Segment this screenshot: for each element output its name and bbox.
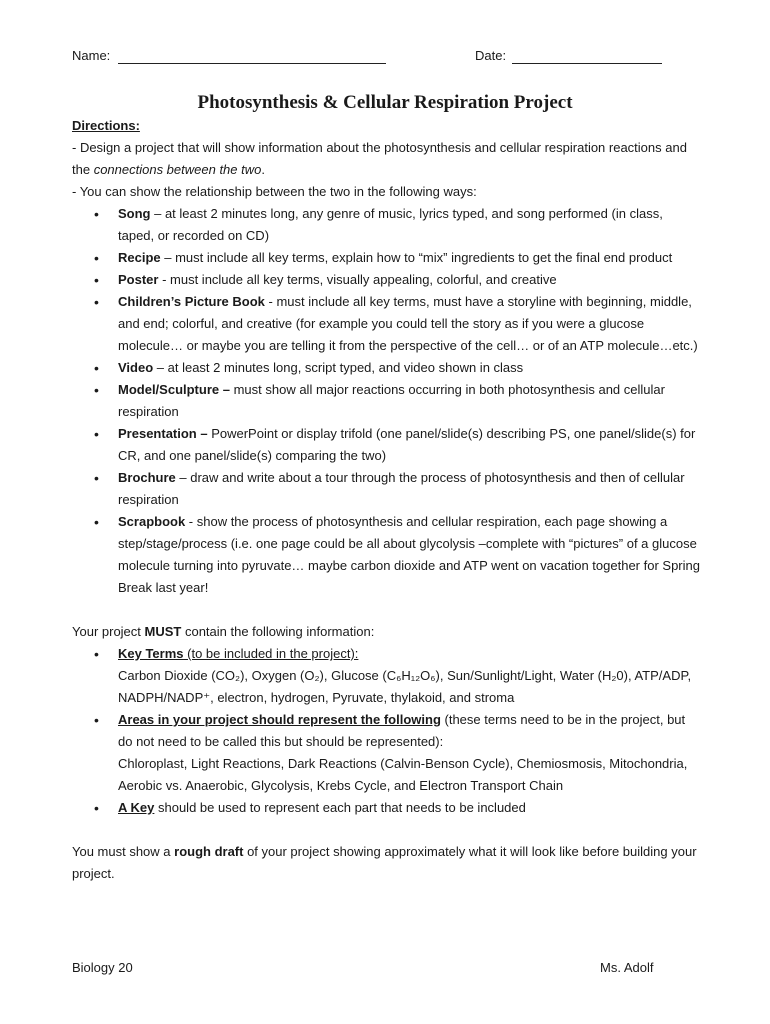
list-item-key: • A Key should be used to represent each part that needs to be included bbox=[94, 800, 526, 816]
list-item: • Children’s Picture Book - must include all key terms, must have a storyline with beginning, middle, and end; colorful, and creative (for example you could tell the story as if you were a glucose molecule… or maybe you are telling it from the perspective of the cell… or of an ATP molecule…etc.) bbox=[94, 294, 698, 353]
footer-course: Biology 20 bbox=[72, 960, 133, 975]
date-label: Date: bbox=[475, 48, 507, 63]
list-item: • Song – at least 2 minutes long, any genre of music, lyrics typed, and song performed (in class, taped, or recorded on CD) bbox=[94, 206, 663, 243]
list-item: • Scrapbook - show the process of photosynthesis and cellular respiration, each page showing a step/stage/process (i.e. one page could be all about glycolysis –complete with “pictures” of a glucose molecule turning into pyruvate… maybe carbon dioxide and ATP went on vacation together for Spring Break last year! bbox=[94, 514, 700, 595]
must-intro: Your project MUST contain the following information: bbox=[72, 624, 375, 639]
rough-draft-note: You must show a rough draft of your project showing approximately what it will look like before building your project. bbox=[72, 844, 697, 881]
date-blank bbox=[512, 63, 662, 64]
options-list bbox=[72, 203, 702, 599]
list-item: • Brochure – draw and write about a tour through the process of photosynthesis and then of cellular respiration bbox=[94, 470, 685, 507]
list-item: • Presentation – PowerPoint or display trifold (one panel/slide(s) describing PS, one panel/slide(s) for CR, and one panel/slide(s) comparing the two) bbox=[94, 426, 696, 463]
footer-teacher: Ms. Adolf bbox=[600, 960, 654, 975]
list-item: • Video – at least 2 minutes long, script typed, and video shown in class bbox=[94, 360, 524, 376]
directions-heading: Directions: bbox=[72, 118, 140, 133]
list-item-key-terms: • Key Terms (to be included in the project): Carbon Dioxide (CO₂), Oxygen (O₂), Glucose (C₆H₁₂O₆), Sun/Sunlight/Light, Water (H₂0), ATP/ADP, NADPH/NADP⁺, electron, hydrogen, Pyruvate, thylakoid, and stroma bbox=[94, 646, 692, 705]
requirements-list bbox=[72, 643, 702, 819]
page-title: Photosynthesis & Cellular Respiration Project bbox=[197, 92, 573, 113]
list-item: • Poster - must include all key terms, visually appealing, colorful, and creative bbox=[94, 272, 557, 288]
list-item: • Model/Sculpture – must show all major reactions occurring in both photosynthesis and cellular respiration bbox=[94, 382, 665, 419]
document-body bbox=[72, 115, 702, 885]
name-label: Name: bbox=[72, 48, 111, 63]
directions-line-2: - You can show the relationship between the two in the following ways: bbox=[72, 184, 477, 199]
list-item-areas: • Areas in your project should represent the following (these terms need to be in the project, but do not need to be called this but should be represented): Chloroplast, Light Reactions, Dark Reactions (Calvin-Benson Cycle), Chemiosmosis, Mitochondria, Aerobic vs. Anaerobic, Glycolysis, Krebs Cycle, and Electron Transport Chain bbox=[94, 712, 688, 793]
name-blank bbox=[118, 63, 386, 64]
header-line bbox=[72, 48, 692, 68]
directions-line-1: - Design a project that will show information about the photosynthesis and cellular respiration reactions and the connections between the two. bbox=[72, 140, 687, 177]
list-item: • Recipe – must include all key terms, explain how to “mix” ingredients to get the final end product bbox=[94, 250, 673, 266]
